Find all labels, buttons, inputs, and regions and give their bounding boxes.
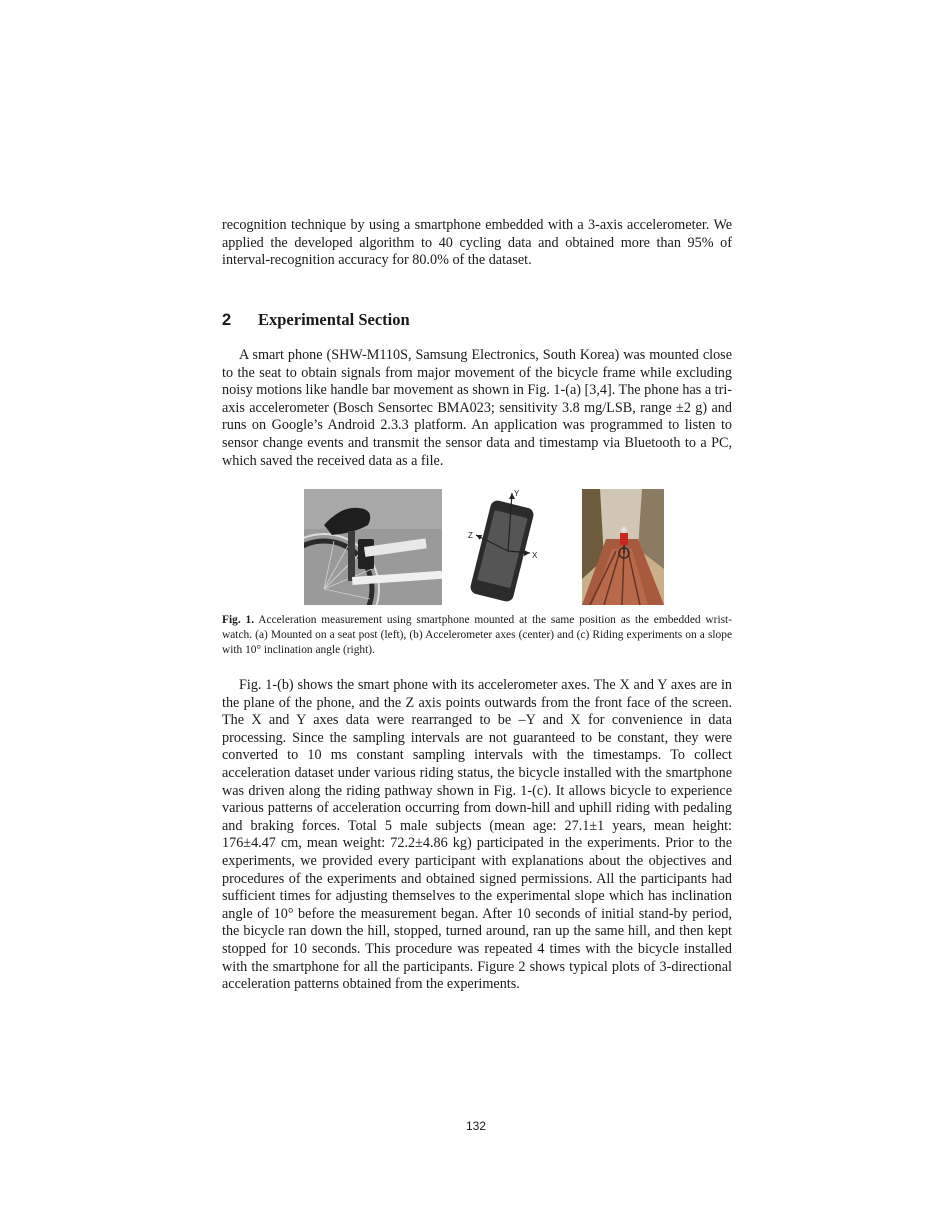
axis-label-y: Y — [514, 489, 520, 498]
figure-seat-post-photo — [304, 489, 442, 605]
section-number: 2 — [222, 311, 232, 329]
figure-phone-axes — [466, 489, 542, 605]
setup-paragraph: A smart phone (SHW-M110S, Samsung Electronics, South Korea) was mounted close to the seat to obtain signals from major movement of the bicycle frame while excluding noisy motions like handle bar movement as shown in Fig. 1-(a) [3,4]. The phone has a tri-axis accelerometer (Bosch Sensortec BMA023; sensitivity 3.8 mg/LSB, range ±2 g) and runs on Google’s Android 2.3.3 platform. An application was programmed to listen to sensor change events and transmit the sensor data and timestamp via Bluetooth to a PC, which saved the received data as a file. — [222, 347, 732, 469]
figure-caption — [222, 613, 732, 658]
intro-paragraph: recognition technique by using a smartphone embedded with a 3-axis accelerometer. We applied the developed algorithm to 40 cycling data and obtained more than 95% of interval-recognition accuracy for 80.0% of the dataset. — [222, 217, 732, 269]
figure-riding-photo — [582, 489, 664, 605]
figure-label: Fig. 1. — [222, 614, 255, 626]
section-title: Experimental Section — [258, 310, 410, 329]
axis-label-x: X — [532, 551, 538, 560]
figure-caption-text: Acceleration measurement using smartphone mounted at the same position as the embedded wrist-watch. (a) Mounted on a seat post (left), (b) Accelerometer axes (center) and (c) Riding experiments on a slope with 10° inclination angle (right). — [222, 614, 733, 656]
axis-label-z: Z — [468, 531, 473, 540]
body-paragraph: Fig. 1-(b) shows the smart phone with its accelerometer axes. The X and Y axes are in the plane of the phone, and the Z axis points outwards from the front face of the screen. The X and Y axes data were rearranged to be –Y and X for convenience in data processing. Since the sampling intervals are not guaranteed to be constant, they were converted to 10 ms constant sampling intervals with the timestamps. To collect acceleration dataset under various riding status, the bicycle installed with the smartphone was driven along the riding pathway shown in Fig. 1-(c). It allows bicycle to experience various patterns of acceleration occurring from down-hill and uphill riding with pedaling and braking forces. Total 5 male subjects (mean age: 27.1±1 years, mean height: 176±4.47 cm, mean weight: 72.2±4.86 kg) participated in the experiments. Prior to the experiments, we provided every participant with explanations about the objectives and procedures of the experiments and obtained signed permissions. All the participants had sufficient times for adjusting themselves to the experimental slope which has inclination angle of 10° before the measurement began. After 10 seconds of initial stand-by period, the bicycle ran down the hill, stopped, turned around, ran up the same hill, and then kept stopped for 10 seconds. This procedure was repeated 4 times with the bicycle installed with the smartphone for all the participants. Figure 2 shows typical plots of 3-directional acceleration patterns obtained from the experiments. — [222, 677, 732, 993]
page-number: 132 — [465, 1119, 487, 1133]
section-heading — [222, 310, 410, 330]
